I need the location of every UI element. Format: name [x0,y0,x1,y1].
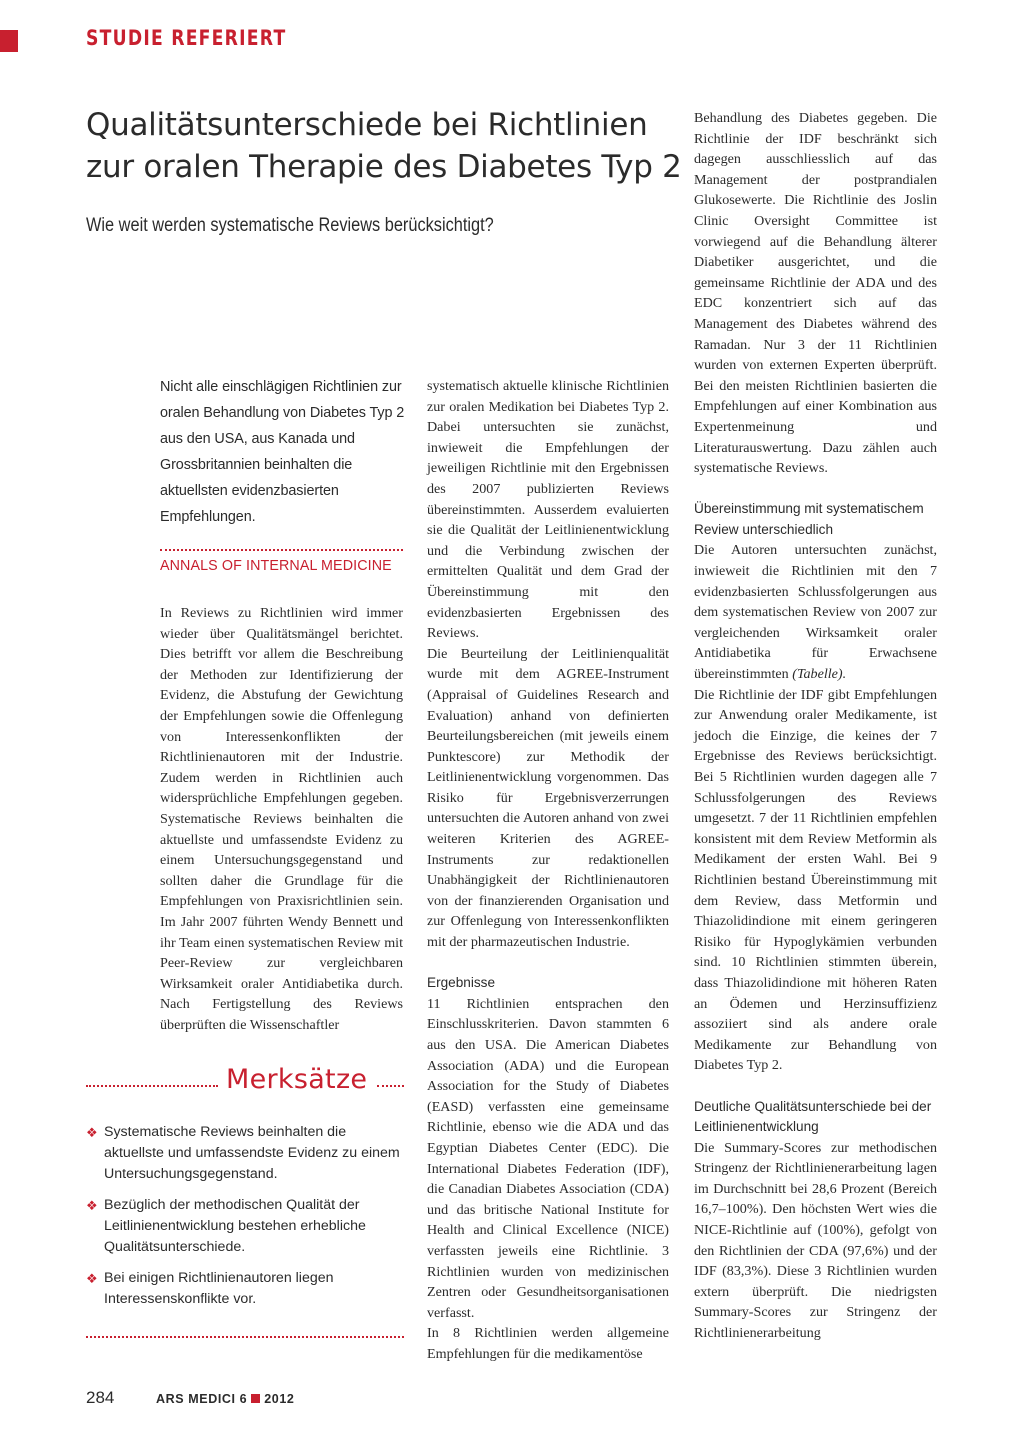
dotted-divider [86,1085,218,1087]
merksaetze-header [86,1064,404,1098]
section-label: STUDIE REFERIERT [86,26,287,50]
square-separator-icon [251,1394,260,1403]
diamond-bullet-icon: ❖ [86,1271,98,1286]
section-heading-qualitaet: Deutliche Qualitätsunterschiede bei der Leitlinienentwicklung [694,1098,932,1135]
article-title [86,104,686,188]
diamond-bullet-icon: ❖ [86,1198,98,1213]
list-item: ❖ Systematische Reviews beinhalten die aktuellste und umfassendste Evidenz zu einem Untersuchungsgegenstand. [86,1124,400,1182]
column-1 [160,603,403,1035]
body-paragraph: Die Richtlinie der IDF gibt Empfehlungen zur Anwendung oraler Medikamente, ist jedoch die Einzige, die keines der 7 Ergebnisse des Reviews berücksichtigt. Bei 5 Richtlinien wurden dagegen alle 7 Schlussfolgerungen des Reviews umgesetzt. 7 der 11 Richtlinien empfehlen konsistent mit dem Review Metformin als Medikament der ersten Wahl. Bei 9 Richtlinien bestand Übereinstimmung mit dem Review, dass Metformin und Thiazolidindione mit einem geringeren Risiko für Hypoglykämien verbunden sind. 10 Richtlinien stimmten überein, dass Thiazolidindione mit höheren Raten an Ödemen und Herzinsuffizienz assoziiert sind als andere orale Medikamente zur Behandlung von Diabetes Typ 2. [694,686,937,1074]
dotted-divider [377,1085,404,1087]
body-paragraph: 11 Richtlinien entsprachen den Einschlusskriterien. Davon stammten 6 aus den USA. Die American Diabetes Association (ADA) und die European Association for the Study of Diabetes (EASD) verfassten eine gemeinsame Richtlinie, ebenso wie die ADA und das Egyptian Diabetes Center (EDC). Die International Diabetes Federation (IDF), die Canadian Diabetes Association (CDA) und das britische National Institute for Health and Clinical Excellence (NICE) verfassten jeweils eine Richtlinie. 3 Richtlinien wurden von medizinischen Zentren oder Gesundheitsorganisationen verfasst. [427,995,669,1321]
dotted-divider [86,1336,404,1338]
page-number: 284 [86,1388,115,1407]
body-paragraph: Die Beurteilung der Leitlinienqualität wurde mit dem AGREE-Instrument (Appraisal of Guidelines Research and Evaluation) anhand von definierten Beurteilungsbereichen (mit jeweils einem Punktescore) zur Methodik der Leitlinienentwicklung vorgenommen. Das Risiko für Ergebnisverzerrungen untersuchten die Autoren anhand von zwei weiteren Kriterien des AGREE-Instruments zur redaktionellen Unabhängigkeit der Richtlinienautoren von der finanzierenden Organisation und zur Offenlegung von Interessenkonflikten mit der pharmazeutischen Industrie. [427,645,669,951]
list-item: ❖ Bezüglich der methodischen Qualität der Leitlinienentwicklung bestehen erhebliche Qualitätsunterschiede. [86,1197,366,1255]
section-heading-ergebnisse: Ergebnisse [427,975,496,991]
body-paragraph: systematisch aktuelle klinische Richtlinien zur oralen Medikation bei Diabetes Typ 2. Dabei untersuchten sie zunächst, inwieweit die Empfehlungen der jeweiligen Richtlinie mit den Ergebnissen des 2007 publizierten Reviews übereinstimmten. Ausserdem evaluierten sie die Qualität der Leitlinienentwicklung und die Verbindung zwischen der ermittelten Qualität und dem Grad der Übereinstimmung mit den evidenzbasierten Ergebnissen des Reviews. [427,378,669,642]
body-paragraph: In 8 Richtlinien werden allgemeine Empfehlungen für die medikamentöse [427,1325,669,1362]
merksaetze-list [86,1122,404,1320]
table-reference: (Tabelle). [792,666,847,683]
column-2 [427,376,669,1365]
source-divider [160,549,403,551]
body-paragraph: Die Summary-Scores zur methodischen Stringenz der Richtlinienerarbeitung lagen im Durchschnitt bei 28,6 Prozent (Bereich 16,7–100%). Den höchsten Wert wies die NICE-Richtlinie auf (100%), gefolgt von den Richtlinien der CDA (97,6%) und der IDF (83,3%). Diese 3 Richtlinien wurden extern überprüft. Die niedrigsten Summary-Scores zur Stringenz der Richtlinienerarbeitung [694,1139,937,1342]
diamond-bullet-icon: ❖ [86,1125,98,1140]
section-heading-uebereinstimmung: Übereinstimmung mit systematischem Review unterschiedlich [694,501,924,537]
column-3 [694,108,937,1344]
body-paragraph: Behandlung des Diabetes gegeben. Die Richtlinie der IDF beschränkt sich dagegen ausschliesslich auf das Management der postprandialen Glukosewerte. Die Richtlinie des Joslin Clinic Oversight Committee ist vorwiegend auf die Behandlung älterer Diabetiker ausgerichtet, und die gemeinsame Richtlinie der ADA und des EDC konzentriert sich auf das Management des Diabetes während des Ramadan. Nur 3 der 11 Richtlinien wurden von externen Experten überprüft. Bei den meisten Richtlinien basierten die Empfehlungen auf einer Kombination aus Expertenmeinung und Literaturauswertung. Dazu zählen auch systematische Reviews. [694,110,937,477]
body-paragraph: Die Autoren untersuchten zunächst, inwieweit die Richtlinien mit den 7 evidenzbasierten Schlussfolgerungen aus dem systematischen Review von 2007 zur vergleichenden Wirksamkeit oraler Antidiabetika für Erwachsene übereinstimmten (Tabelle). [694,542,937,683]
title-line-2: zur oralen Therapie des Diabetes Typ 2 [86,149,682,185]
journal-reference: ARS MEDICI 6 2012 [156,1392,295,1406]
title-line-1: Qualitätsunterschiede bei Richtlinien [86,107,648,143]
lead-paragraph: Nicht alle einschlägigen Richtlinien zur oralen Behandlung von Diabetes Typ 2 aus den USA, aus Kanada und Grossbritannien beinhalten die aktuellsten evidenzbasierten Empfehlungen. [160,379,405,525]
source-label: ANNALS OF INTERNAL MEDICINE [160,558,392,574]
article-subtitle: Wie weit werden systematische Reviews berücksichtigt? [86,215,494,236]
list-item: ❖ Bei einigen Richtlinienautoren liegen Interessenskonflikte vor. [86,1270,334,1307]
body-paragraph: In Reviews zu Richtlinien wird immer wieder über Qualitätsmängel berichtet. Dies betrifft vor allem die Beschreibung der Methoden zur Identifizierung der Evidenz, die Abstufung der Gewichtung der Empfehlungen sowie die Offenlegung von Interessenkonflikten der Richtlinienautoren mit der Industrie. Zudem werden in Richtlinien auch widersprüchliche Empfehlungen gegeben. Systematische Reviews beinhalten die aktuellste und umfassendste Evidenz zu einem Untersuchungsgegenstand und sollten daher die Grundlage für die Empfehlungen von Praxisrichtlinien sein. Im Jahr 2007 führten Wendy Bennett und ihr Team einen systematischen Review mit Peer-Review zur vergleichbaren Wirksamkeit oraler Antidiabetika durch. Nach Fertigstellung des Reviews überprüften die Wissenschaftler [160,605,403,1033]
section-marker [0,30,18,52]
merksaetze-title: Merksätze [226,1064,368,1095]
